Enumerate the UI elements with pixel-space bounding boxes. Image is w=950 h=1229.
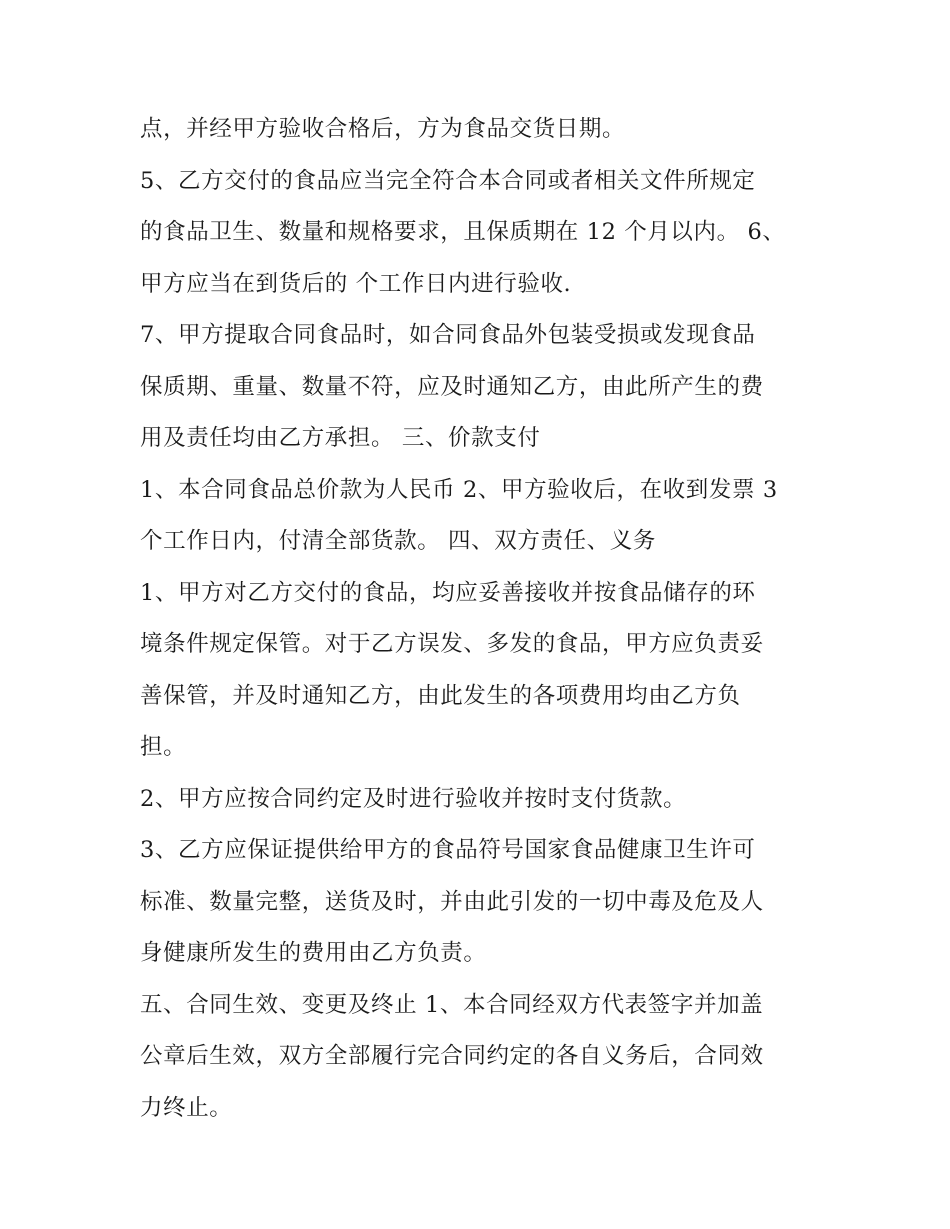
text-line: 境条件规定保管。对于乙方误发、多发的食品，甲方应负责妥	[140, 631, 764, 657]
text-line: 力终止。	[140, 1094, 233, 1121]
text-line: 担。	[140, 734, 187, 760]
text-line: 身健康所发生的费用由乙方负责。	[140, 940, 487, 966]
text-line: 1、本合同食品总价款为人民币 2、甲方验收后，在收到发票 3	[140, 476, 778, 503]
text-line: 点，并经甲方验收合格后，方为食品交货日期。	[140, 116, 626, 142]
text-line: 保质期、重量、数量不符，应及时通知乙方，由此所产生的费	[140, 373, 764, 400]
text-line: 五、合同生效、变更及终止 1、本合同经双方代表签字并加盖	[140, 991, 764, 1018]
text-line: 公章后生效，双方全部履行完合同约定的各自义务后，合同效	[140, 1043, 764, 1069]
text-line: 7、甲方提取合同食品时，如合同食品外包装受损或发现食品	[140, 322, 756, 348]
text-line: 3、乙方应保证提供给甲方的食品符号国家食品健康卫生许可	[140, 837, 756, 863]
text-line: 5、乙方交付的食品应当完全符合本合同或者相关文件所规定	[140, 167, 756, 194]
text-line: 标准、数量完整，送货及时，并由此引发的一切中毒及危及人	[140, 888, 764, 915]
text-line: 善保管，并及时通知乙方，由此发生的各项费用均由乙方负	[140, 682, 741, 709]
text-line: 2、甲方应按合同约定及时进行验收并按时支付货款。	[140, 785, 687, 812]
text-line: 1、甲方对乙方交付的食品，均应妥善接收并按食品储存的环	[140, 579, 756, 606]
text-line: 的食品卫生、数量和规格要求，且保质期在 12 个月以内。 6、	[140, 219, 786, 245]
text-line: 用及责任均由乙方承担。 三、价款支付	[140, 425, 541, 451]
text-line: 甲方应当在到货后的 个工作日内进行验收.	[140, 270, 572, 297]
contract-text	[140, 104, 820, 1134]
text-line: 个工作日内，付清全部货款。 四、双方责任、义务	[140, 528, 656, 554]
